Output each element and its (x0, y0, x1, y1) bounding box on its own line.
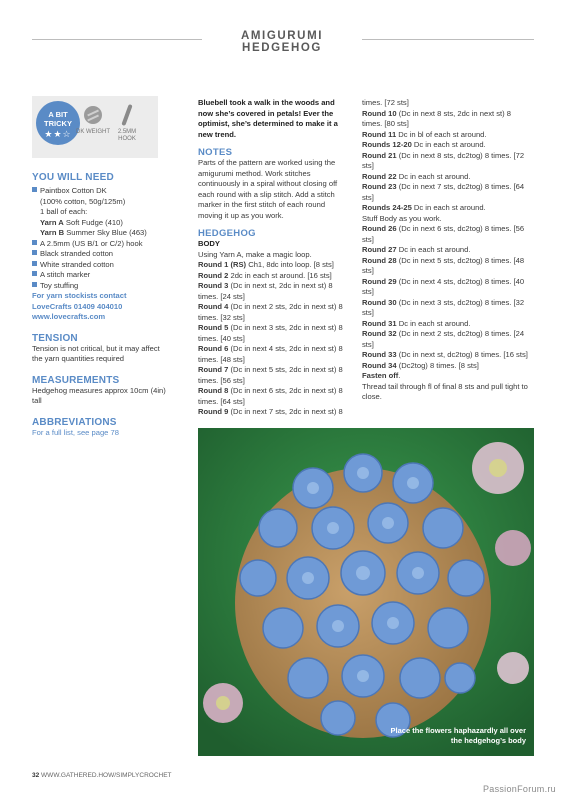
round-label: Round 5 (198, 323, 229, 332)
round-label: Round 27 (362, 245, 397, 254)
photo-caption: Place the flowers haphazardly all over the hedgehog’s body (390, 726, 526, 745)
round-text: Dc in each st around. (411, 140, 486, 149)
round-label: Round 7 (198, 365, 229, 374)
bullet-icon (32, 250, 37, 255)
item-white-cotton: White stranded cotton (40, 259, 114, 269)
yarn-b-value: Summer Sky Blue (463) (66, 228, 147, 237)
yarn-ball-icon (84, 106, 102, 124)
round-text: Dc in bl of each st around. (396, 129, 487, 139)
watermark-text: PassionForum.ru (482, 784, 556, 794)
weight-label: DK WEIGHT (76, 129, 110, 135)
round-text: (Dc in next 6 sts, dc2tog) 8 times. [56 sts] (362, 224, 525, 244)
round-label: Round 10 (362, 108, 397, 118)
hook-label: 2.5MM HOOK (117, 129, 137, 142)
stockists-link[interactable]: www.lovecrafts.com (32, 312, 106, 321)
round-label: Round 26 (362, 224, 397, 233)
round-text: Dc in each st around. (411, 203, 486, 212)
round-text: (Dc in next 3 sts, 2dc in next st) 8 times. [40 sts] (198, 323, 343, 343)
hedgehog-illustration (198, 428, 534, 756)
round-text: (Dc in next 4 sts, dc2tog) 8 times. [40 sts] (362, 276, 525, 296)
hedgehog-heading: HEDGEHOG (198, 228, 256, 239)
round-label: Round 11 (362, 129, 397, 139)
round-label: Round 8 (198, 386, 229, 395)
round-label: Round 28 (362, 255, 397, 265)
bullet-icon (32, 187, 37, 192)
abbreviations-heading: ABBREVIATIONS (32, 416, 117, 428)
round-label: Round 29 (362, 276, 397, 286)
round-label: Rounds 12-20 (362, 140, 412, 149)
round-label: Round 30 (362, 297, 397, 307)
tension-text: Tension is not critical, but it may affect the yarn quantities required (32, 343, 160, 363)
round-label: Round 22 (362, 171, 397, 181)
tension-heading: TENSION (32, 332, 78, 344)
round-label: Round 32 (362, 329, 397, 338)
bullet-icon (32, 240, 37, 245)
round-label: Round 21 (362, 150, 397, 160)
item-black-cotton: Black stranded cotton (40, 249, 114, 258)
difficulty-stars: ★★☆ (44, 129, 72, 139)
round-label: Round 1 (RS) (198, 260, 247, 269)
round-text: (Dc in next st, dc2tog) 8 times. [16 sts] (396, 350, 528, 359)
round-text: Dc in each st around. (396, 318, 471, 328)
round-text: Dc in each st around. (396, 245, 471, 254)
round-label: Round 33 (362, 350, 397, 359)
yarn-a-value: Soft Fudge (410) (65, 217, 123, 227)
header-rule-right (362, 39, 534, 40)
round-label: Round 34 (362, 360, 397, 370)
closing-text: Thread tail through fl of final 8 sts and pull tight to close. (362, 381, 528, 401)
round-text: (Dc in next st, 2dc in next st) 8 times. [24 sts] (198, 281, 333, 301)
measurements-text: Hedgehog measures approx 10cm (4in) tall (32, 385, 166, 405)
round-label: Rounds 24-25 (362, 203, 412, 212)
round-text: 2dc in each st around. [16 sts] (228, 270, 332, 280)
round-text: (Dc in next 4 sts, 2dc in next st) 8 times. [48 sts] (198, 344, 343, 364)
item-toy-stuffing: Toy stuffing (40, 280, 79, 290)
yarn-line-2: (100% cotton, 50g/125m) (40, 196, 126, 206)
round-label: Round 23 (362, 182, 397, 191)
difficulty-text-1: A BIT (48, 110, 68, 119)
bullet-icon (32, 282, 37, 287)
round-text: (Dc2tog) 8 times. [8 sts] (396, 360, 479, 370)
yarn-b-label: Yarn B (40, 228, 65, 237)
round-text: (Dc in next 8 sts, 2dc in next st) 8 times. [80 sts] (362, 108, 511, 128)
round-label: Round 4 (198, 302, 229, 311)
difficulty-text-2: TRICKY (44, 119, 72, 128)
header-rule-left (32, 39, 202, 40)
materials-column (32, 172, 172, 438)
round-text: Dc in each st around. (396, 171, 471, 181)
page-number: 32 (32, 772, 40, 779)
bullet-icon (32, 271, 37, 276)
round-text: (Dc in next 2 sts, dc2tog) 8 times. [24 sts] (362, 329, 525, 349)
stockists-line-2: LoveCrafts 01409 404010 (32, 301, 123, 311)
yarn-a-label: Yarn A (40, 217, 64, 227)
round-text: Ch1, 8dc into loop. [8 sts] (246, 260, 334, 269)
round-label: Round 2 (198, 270, 229, 280)
round-text: (Dc in next 2 sts, 2dc in next st) 8 times. [32 sts] (198, 302, 343, 322)
intro-text: Bluebell took a walk in the woods and now she’s covered in petals! Ever the optimist, she’s determined to make it a new trend. (198, 98, 338, 139)
round-text: (Dc in next 6 sts, 2dc in next st) 8 times. [64 sts] (198, 386, 343, 406)
page-footer (32, 772, 172, 779)
round-text: (Dc in next 7 sts, 2dc in next st) 8 (228, 407, 343, 416)
footer-url[interactable]: WWW.GATHERED.HOW/SIMPLYCROCHET (41, 772, 172, 779)
difficulty-badge (36, 101, 80, 145)
you-will-need-heading: YOU WILL NEED (32, 172, 114, 183)
round-label: Round 9 (198, 407, 229, 416)
round-label: Round 3 (198, 281, 229, 290)
bullet-icon (32, 261, 37, 266)
yarn-line-3: 1 ball of each: (40, 207, 88, 216)
yarn-line-1: Paintbox Cotton DK (40, 186, 107, 195)
hedgehog-photo (198, 428, 534, 756)
continued-text: times. [72 sts] (362, 98, 409, 107)
round-text: (Dc in next 3 sts, dc2tog) 8 times. [32 sts] (362, 297, 525, 317)
fasten-off-text: . (398, 371, 401, 380)
item-hook: A 2.5mm (US B/1 or C/2) hook (40, 238, 143, 248)
body-heading: BODY (198, 239, 220, 248)
fasten-off-label: Fasten off (362, 371, 399, 380)
round-label: Round 6 (198, 344, 229, 353)
round-text: (Dc in next 7 sts, dc2tog) 8 times. [64 sts] (362, 182, 525, 202)
page-header-title: AMIGURUMI HEDGEHOG (240, 30, 324, 54)
round-label: Round 31 (362, 318, 397, 328)
stockists-line-1: For yarn stockists contact (32, 291, 127, 300)
round-text: (Dc in next 8 sts, dc2tog) 8 times. [72 sts] (362, 150, 525, 170)
pattern-column-1 (198, 98, 348, 418)
notes-text: Parts of the pattern are worked using the amigurumi method. Work stitches continuously in a spiral without closing off each round with a slip stitch. Add a stitch marker in the first stitch of each round moving it up as you work. (198, 158, 338, 220)
instruction-text: Stuff Body as you work. (362, 213, 442, 223)
round-text: (Dc in next 5 sts, dc2tog) 8 times. [48 sts] (362, 255, 525, 275)
round-text: (Dc in next 5 sts, 2dc in next st) 8 times. [56 sts] (198, 365, 343, 385)
body-intro: Using Yarn A, make a magic loop. (198, 249, 312, 259)
notes-heading: NOTES (198, 147, 233, 158)
item-stitch-marker: A stitch marker (40, 270, 91, 279)
abbreviations-text: For a full list, see page 78 (32, 427, 119, 437)
pattern-column-2 (362, 98, 532, 403)
measurements-heading: MEASUREMENTS (32, 374, 120, 386)
